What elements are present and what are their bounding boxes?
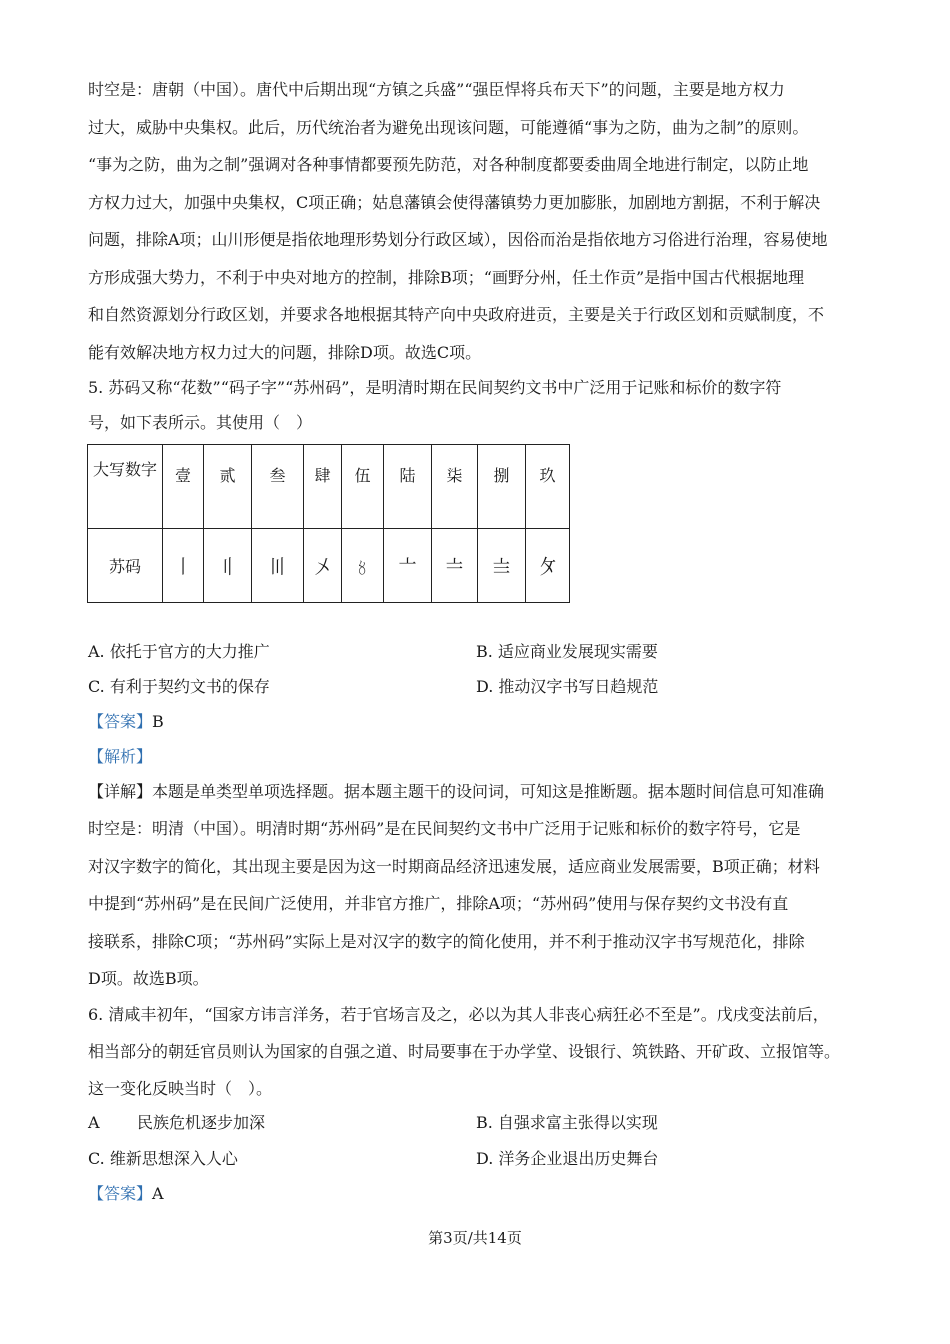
body-line: 能有效解决地方权力过大的问题，排除D项。故选C项。 [88, 343, 482, 362]
q5-option-c: C. 有利于契约文书的保存 [88, 677, 270, 696]
body-line: 和自然资源划分行政区划，并要求各地根据其特产向中央政府进贡，主要是关于行政区划和贡赋制度，不 [88, 305, 825, 324]
table-header-suma: 苏码 [88, 529, 163, 603]
answer-tag: 【答案】 [88, 712, 153, 731]
q5-option-a: A. 依托于官方的大力推广 [88, 642, 270, 661]
table-cell-suma [384, 529, 432, 603]
suma-glyph: 〤 [313, 555, 332, 579]
body-line: 方权力过大，加强中央集权，C项正确；姑息藩镇会使得藩镇势力更加膨胀，加剧地方割据，不利于解决 [88, 193, 821, 212]
table-cell-suma [432, 529, 478, 603]
table-cell-capital: 叁 [252, 445, 304, 529]
suma-glyph: 〥 [353, 555, 372, 579]
table-cell-capital: 捌 [478, 445, 526, 529]
question-5-stem: 号，如下表所示。其使用（ ） [88, 413, 313, 432]
q5-option-d: D. 推动汉字书写日趋规范 [476, 677, 659, 696]
table-cell-capital: 玖 [526, 445, 570, 529]
table-cell-capital: 伍 [342, 445, 384, 529]
table-cell-suma [304, 529, 342, 603]
suma-glyph: 〢 [218, 555, 237, 579]
table-header-capital: 大写数字 [88, 445, 163, 529]
suma-glyph: 〧 [445, 555, 464, 579]
analysis-tag: 【解析】 [88, 747, 153, 766]
q5-analysis-line [88, 747, 152, 767]
table-cell-capital: 柒 [432, 445, 478, 529]
q5-detail-line [88, 782, 824, 802]
table-cell-capital: 肆 [304, 445, 342, 529]
q5-detail-line: D项。故选B项。 [88, 969, 209, 988]
table-cell-suma [252, 529, 304, 603]
q6-answer-line [88, 1184, 164, 1204]
q6-option-a-letter: A [88, 1113, 100, 1132]
table-cell-suma [526, 529, 570, 603]
q6-option-a: 民族危机逐步加深 [137, 1113, 266, 1132]
answer-value: B [152, 712, 164, 731]
question-6-stem: 6. 清咸丰初年，“国家方讳言洋务，若于官场言及之，必以为其人非丧心病狂必不至是”。戊戌变法前后， [88, 1005, 829, 1024]
body-line: “事为之防，曲为之制”强调对各种事情都要预先防范，对各种制度都要委曲周全地进行制定，以防止地 [88, 155, 809, 174]
q6-option-b: B. 自强求富主张得以实现 [476, 1113, 658, 1132]
body-line: 方形成强大势力，不利于中央对地方的控制，排除B项；“画野分州，任土作贡”是指中国古代根据地理 [88, 268, 805, 287]
table-cell-suma [342, 529, 384, 603]
table-cell-capital: 陆 [384, 445, 432, 529]
q5-detail-line: 接联系，排除C项；“苏州码”实际上是对汉字的数字的简化使用，并不利于推动汉字书写规范化，排除 [88, 932, 805, 951]
suzhou-numeral-table [87, 444, 570, 603]
q5-answer-line [88, 712, 164, 732]
q6-option-d: D. 洋务企业退出历史舞台 [476, 1149, 659, 1168]
question-6-stem: 这一变化反映当时（ ）。 [88, 1079, 273, 1098]
suma-glyph: 〡 [174, 555, 192, 579]
suma-glyph: 〨 [492, 555, 511, 579]
table-cell-suma [204, 529, 252, 603]
table-cell-capital: 壹 [163, 445, 204, 529]
detail-text: 本题是单类型单项选择题。据本题主题干的设问词，可知这是推断题。据本题时间信息可知准确 [152, 782, 825, 801]
table-cell-capital: 贰 [204, 445, 252, 529]
body-line: 时空是：唐朝（中国）。唐代中后期出现“方镇之兵盛”“强臣悍将兵布天下”的问题，主要是地方权力 [88, 80, 785, 99]
answer-value: A [152, 1184, 164, 1203]
q5-detail-line: 时空是：明清（中国）。明清时期“苏州码”是在民间契约文书中广泛用于记账和标价的数字符号，它是 [88, 819, 801, 838]
question-6-stem: 相当部分的朝廷官员则认为国家的自强之道、时局要事在于办学堂、设银行、筑铁路、开矿政、立报馆等。 [88, 1042, 841, 1061]
body-line: 过大，威胁中央集权。此后，历代统治者为避免出现该问题，可能遵循“事为之防，曲为之制”的原则。 [88, 118, 809, 137]
detail-tag: 【详解】 [88, 782, 153, 801]
answer-tag: 【答案】 [88, 1184, 153, 1203]
suma-glyph: 〣 [268, 555, 287, 579]
q6-option-c: C. 维新思想深入人心 [88, 1149, 238, 1168]
q5-detail-line: 中提到“苏州码”是在民间广泛使用，并非官方推广，排除A项；“苏州码”使用与保存契约文书没有直 [88, 894, 789, 913]
suma-glyph: 〦 [398, 555, 417, 579]
suma-glyph: 〩 [538, 555, 557, 579]
table-cell-suma [478, 529, 526, 603]
q5-detail-line: 对汉字数字的简化，其出现主要是因为这一时期商品经济迅速发展，适应商业发展需要，B项正确；材料 [88, 857, 820, 876]
question-5-stem: 5. 苏码又称“花数”“码子字”“苏州码”，是明清时期在民间契约文书中广泛用于记账和标价的数字符 [88, 378, 782, 397]
body-line: 问题，排除A项；山川形便是指依地理形势划分行政区域），因俗而治是指依地方习俗进行治理，容易使地 [88, 230, 828, 249]
table-cell-suma [163, 529, 204, 603]
q5-option-b: B. 适应商业发展现实需要 [476, 642, 658, 661]
page-footer: 第3页/共14页 [428, 1229, 522, 1247]
